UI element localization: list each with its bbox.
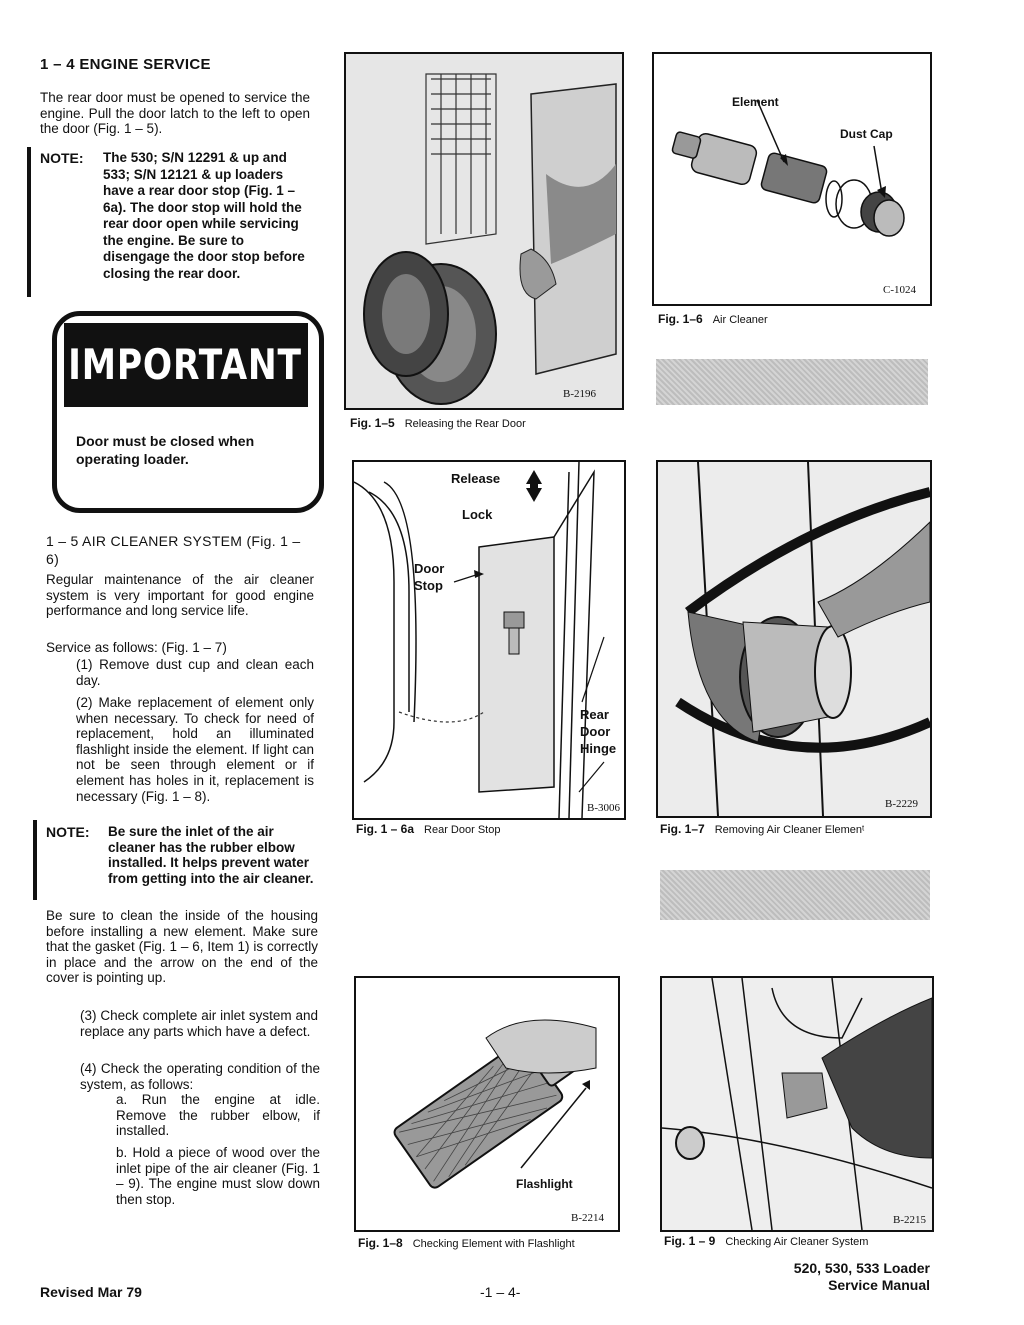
figure-1-9-title: Checking Air Cleaner System	[725, 1236, 869, 1248]
figure-1-9-photo	[660, 976, 934, 1232]
figure-1-6a-caption	[356, 822, 500, 836]
figure-1-8-title: Checking Element with Flashlight	[412, 1238, 575, 1250]
figure-1-9-id: B-2215	[893, 1214, 926, 1226]
service-intro: Service as follows: (Fig. 1 – 7)	[46, 640, 227, 655]
note-rubber-elbow: Be sure the inlet of the air cleaner has the rubber elbow installed. It helps prevent water from getting into the air cleaner.	[108, 824, 314, 886]
figure-1-5-id: B-2196	[563, 388, 596, 400]
figure-1-6-photo	[652, 52, 932, 306]
air-cleaner-intro: Regular maintenance of the air cleaner system is very important for good engine performance and long service life.	[46, 572, 314, 619]
footer-manual-title-line1: 520, 530, 533 Loader	[793, 1260, 930, 1276]
label-element: Element	[732, 95, 779, 109]
figure-1-6a-title: Rear Door Stop	[424, 824, 501, 836]
figure-1-6a-number: Fig. 1 – 6a	[356, 822, 415, 836]
note-change-bar-2	[33, 820, 37, 900]
figure-1-5-caption	[350, 416, 526, 430]
label-flashlight: Flashlight	[516, 1177, 573, 1191]
figure-1-6a-photo	[352, 460, 626, 820]
figure-1-6a-id: B-3006	[587, 802, 620, 814]
footer-page-number: -1 – 4-	[480, 1284, 521, 1300]
figure-1-6-caption	[658, 312, 768, 326]
label-dust-cap: Dust Cap	[840, 127, 893, 141]
loader-rear-door-illustration	[346, 54, 622, 408]
figure-1-8-id: B-2214	[571, 1212, 604, 1224]
note-change-bar	[27, 147, 31, 297]
flashlight-check-illustration	[356, 978, 618, 1230]
figure-1-6-title: Air Cleaner	[712, 314, 768, 326]
engine-service-intro: The rear door must be opened to service the engine. Pull the door latch to the left to open the door (Fig. 1 – 5).	[40, 90, 310, 137]
blank-photo-placeholder-top	[656, 359, 928, 405]
step-2: (2) Make replacement of element only when necessary. To check for need of replacement, hold an illuminated flashlight inside the element. If light can not be seen through element or if element has holes in it, replacement is necessary (Fig. 1 – 8).	[76, 695, 314, 804]
figure-1-5-title: Releasing the Rear Door	[404, 418, 526, 430]
figure-1-8-caption	[358, 1236, 575, 1250]
important-text: Door must be closed when operating loader.	[76, 433, 255, 467]
figure-1-9-caption	[664, 1234, 868, 1248]
note-label-2: NOTE:	[46, 824, 90, 840]
label-rear-door-hinge: Rear Door Hinge	[580, 707, 617, 756]
figure-1-7-photo	[656, 460, 932, 818]
blank-photo-placeholder-bottom	[660, 870, 930, 920]
important-banner: IMPORTANT	[66, 332, 304, 398]
label-release: Release	[451, 471, 501, 486]
air-cleaner-parts-illustration	[654, 54, 930, 304]
figure-1-6-number: Fig. 1–6	[658, 312, 703, 326]
note-label: NOTE:	[40, 150, 84, 166]
step-4a: a. Run the engine at idle. Remove the rubber elbow, if installed.	[116, 1092, 320, 1139]
figure-1-8-number: Fig. 1–8	[358, 1236, 403, 1250]
figure-1-7-number: Fig. 1–7	[660, 822, 705, 836]
figure-1-6-id: C-1024	[883, 284, 916, 296]
note-door-stop: The 530; S/N 12291 & up and 533; S/N 12121 & up loaders have a rear door stop (Fig. 1 – 6a). The door stop will hold the rear door open while servicing the engine. Be sure to disengage the door stop before closing the rear door.	[103, 150, 305, 281]
check-air-system-illustration	[662, 978, 932, 1230]
section-heading-air-cleaner: 1 – 5 AIR CLEANER SYSTEM (Fig. 1 – 6)	[46, 533, 301, 567]
figure-1-7-caption	[660, 822, 864, 836]
figure-1-9-number: Fig. 1 – 9	[664, 1234, 716, 1248]
figure-1-7-id: B-2229	[885, 798, 918, 810]
housing-paragraph: Be sure to clean the inside of the housing before installing a new element. Make sure that the gasket (Fig. 1 – 6, Item 1) is correctly in place and the arrow on the end of the cover is pointing up.	[46, 908, 318, 986]
footer-manual-title-line2: Service Manual	[828, 1277, 930, 1293]
section-heading-engine-service: 1 – 4 ENGINE SERVICE	[40, 56, 211, 73]
step-1: (1) Remove dust cup and clean each day.	[76, 657, 314, 688]
removing-element-illustration	[658, 462, 930, 816]
label-lock: Lock	[462, 507, 493, 522]
footer-revised-date: Revised Mar 79	[40, 1284, 142, 1300]
figure-1-5-number: Fig. 1–5	[350, 416, 395, 430]
figure-1-8-photo	[354, 976, 620, 1232]
step-4: (4) Check the operating condition of the system, as follows:	[80, 1061, 320, 1092]
figure-1-5-photo	[344, 52, 624, 410]
step-3: (3) Check complete air inlet system and replace any parts which have a defect.	[80, 1008, 318, 1039]
step-4b: b. Hold a piece of wood over the inlet pipe of the air cleaner (Fig. 1 – 9). The engine must slow down then stop.	[116, 1145, 320, 1207]
label-door-stop: Door Stop	[414, 561, 445, 593]
figure-1-7-title: Removing Air Cleaner Elemenᵗ	[714, 824, 865, 836]
